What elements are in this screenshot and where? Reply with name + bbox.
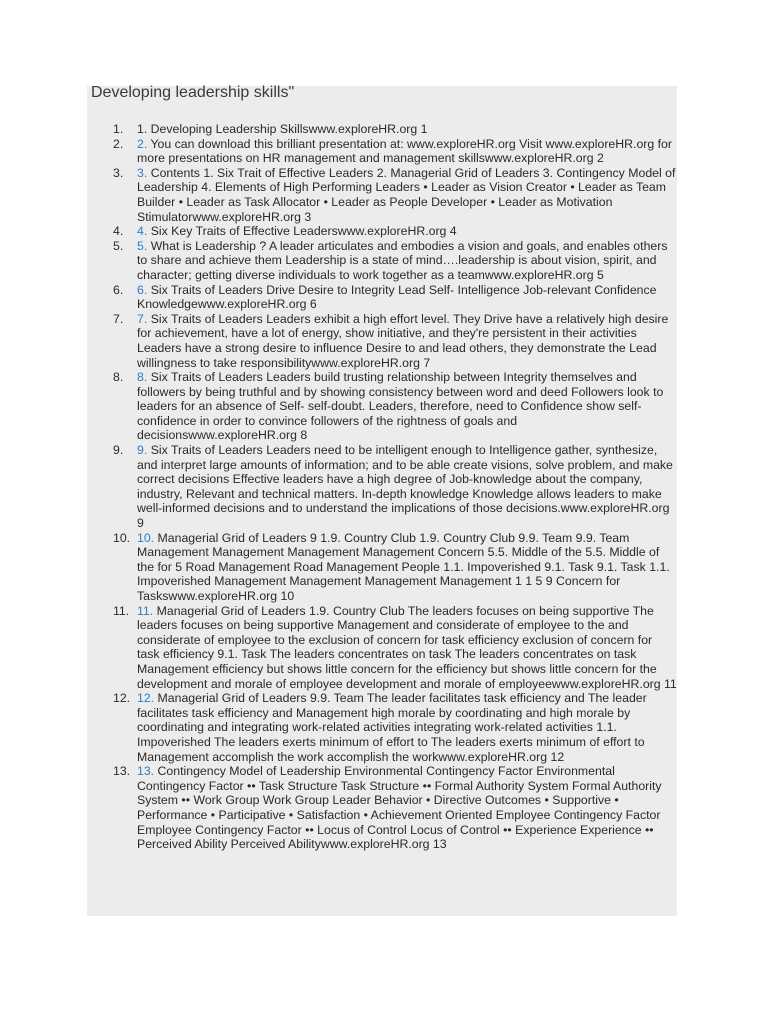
list-item-number: 4. [113, 224, 124, 239]
list-item [113, 443, 677, 531]
list-item [113, 224, 677, 239]
slide-link[interactable]: 5. [137, 238, 148, 253]
slide-link[interactable]: 4. [137, 224, 148, 239]
list-item [113, 764, 677, 852]
list-item [113, 166, 677, 224]
list-item-text: Six Traits of Leaders Drive Desire to Integrity Lead Self- Intelligence Job-relevant Confidence Knowledgewww.exploreHR.org 6 [137, 282, 657, 312]
list-item-number: 9. [113, 443, 124, 458]
slide-link[interactable]: 2. [137, 136, 148, 151]
list-item-number: 5. [113, 238, 124, 253]
list-item-text: Six Traits of Leaders Leaders build trusting relationship between Integrity themselves and followers by being truthful and by showing consistency between word and deed Followers look to leaders for an absence of Self- self-doubt. Leaders, therefore, need to Confidence show self-confidence in order to convince followers of the rightness of goals and decisionswww.exploreHR.org 8 [137, 370, 664, 443]
list-item-number: 6. [113, 282, 124, 297]
list-item [113, 239, 677, 283]
list-item-text: What is Leadership ? A leader articulates and embodies a vision and goals, and enables others to share and achieve them Leadership is a state of mind….leadership is about vision, spirit, and character; getting diverse individuals to work together as a teamwww.exploreHR.org 5 [137, 238, 668, 282]
list-item [113, 312, 677, 370]
list-item [113, 370, 677, 443]
list-item-number: 12. [113, 691, 131, 706]
slide-link[interactable]: 7. [137, 311, 148, 326]
list-item-number: 13. [113, 764, 131, 779]
slide-link[interactable]: 10. [137, 530, 155, 545]
list-item-number: 7. [113, 311, 124, 326]
list-item-text: Contingency Model of Leadership Environmental Contingency Factor Environmental Contingency Factor •• Task Structure Task Structure •• Formal Authority System Formal Authority System •• Work Group Work Group Leader Behavior • Directive Outcomes • Supportive • Performance • Participative • Satisfaction • Achievement Oriented Employee Contingency Factor Employee Contingency Factor •• Locus of Control Locus of Control •• Experience Experience •• Perceived Ability Perceived Abilitywww.exploreHR.org 13 [137, 764, 662, 852]
list-item-text: Six Key Traits of Effective Leaderswww.exploreHR.org 4 [150, 224, 457, 239]
slide-link[interactable]: 11. [137, 603, 154, 618]
list-item-number: 3. [113, 165, 124, 180]
list-item [113, 604, 677, 692]
slide-link[interactable]: 9. [137, 443, 148, 458]
list-item [113, 531, 677, 604]
list-item-number: 11. [113, 603, 130, 618]
slide-link[interactable]: 12. [137, 691, 155, 706]
slide-link[interactable]: 8. [137, 370, 148, 385]
list-item-text: Six Traits of Leaders Leaders exhibit a high effort level. They Drive have a relatively high desire for achievement, have a lot of energy, show initiative, and they're persistent in their activities Leaders have a strong desire to influence Desire to and lead others, they demonstrate the Lead willingness to take responsibilitywww.exploreHR.org 7 [137, 311, 669, 370]
page-title: Developing leadership skills" [91, 84, 295, 101]
slide-link[interactable]: 13. [137, 764, 155, 779]
list-item-text: Six Traits of Leaders Leaders need to be intelligent enough to Intelligence gather, synthesize, and interpret large amounts of information; and to be able create visions, solve problem, and make correct decisions Effective leaders have a high degree of Job-knowledge about the company, industry, Relevant and technical matters. In-depth knowledge Knowledge allows leaders to make well-informed decisions and to understand the implications of those decisions.www.exploreHR.org 9 [137, 443, 673, 531]
list-item-number: 8. [113, 370, 124, 385]
slide-link[interactable]: 3. [137, 165, 148, 180]
slide-link[interactable]: 6. [137, 282, 148, 297]
list-item-text: Contents 1. Six Trait of Effective Leaders 2. Managerial Grid of Leaders 3. Contingency Model of Leadership 4. Elements of High Performing Leaders • Leader as Vision Creator • Leader as Team Builder • Leader as Task Allocator • Leader as People Developer • Leader as Motivation Stimulatorwww.exploreHR.org 3 [137, 165, 676, 224]
list-item [113, 283, 677, 312]
list-item-text: You can download this brilliant presentation at: www.exploreHR.org Visit www.exploreHR.org for more presentations on HR management and management skillswww.exploreHR.org 2 [137, 136, 672, 166]
list-item [113, 137, 677, 166]
list-item-number: 1. [113, 122, 124, 136]
list-item [113, 691, 677, 764]
slide-list [113, 122, 677, 852]
list-item-text: 1. Developing Leadership Skillswww.exploreHR.org 1 [137, 122, 428, 136]
list-item-number: 2. [113, 136, 124, 151]
list-item [113, 122, 677, 137]
list-item-text: Managerial Grid of Leaders 9.9. Team The leader facilitates task efficiency and The leader facilitates task efficiency and Management high morale by coordinating and high morale by coordinating and integrating work-related activities integrating work-related activities 1.1. Impoverished The leaders exerts minimum of effort to The leaders exerts minimum of effort to Management accomplish the work accomplish the workwww.exploreHR.org 12 [137, 691, 647, 764]
list-item-number: 10. [113, 530, 131, 545]
list-item-text: Managerial Grid of Leaders 1.9. Country Club The leaders focuses on being supportive The leaders focuses on being supportive Management and considerate of employee to the and considerate of employee to the exclusion of concern for task efficiency exclusion of concern for task efficiency 9.1. Task The leaders concentrates on task The leaders concentrates on task Management efficiency but shows little concern for the efficiency but shows little concern for the development and morale of employee development and morale of employeewww.exploreHR.org 11 [137, 603, 677, 691]
list-item-text: Managerial Grid of Leaders 9 1.9. Country Club 1.9. Country Club 9.9. Team 9.9. Team Management Management Management Management Concern 5.5. Middle of the 5.5. Middle of the for 5 Road Management Road Management People 1.1. Impoverished 9.1. Task 9.1. Task 1.1. Impoverished Management Management Management Management 1 1 5 9 Concern for Taskswww.exploreHR.org 10 [137, 530, 670, 603]
